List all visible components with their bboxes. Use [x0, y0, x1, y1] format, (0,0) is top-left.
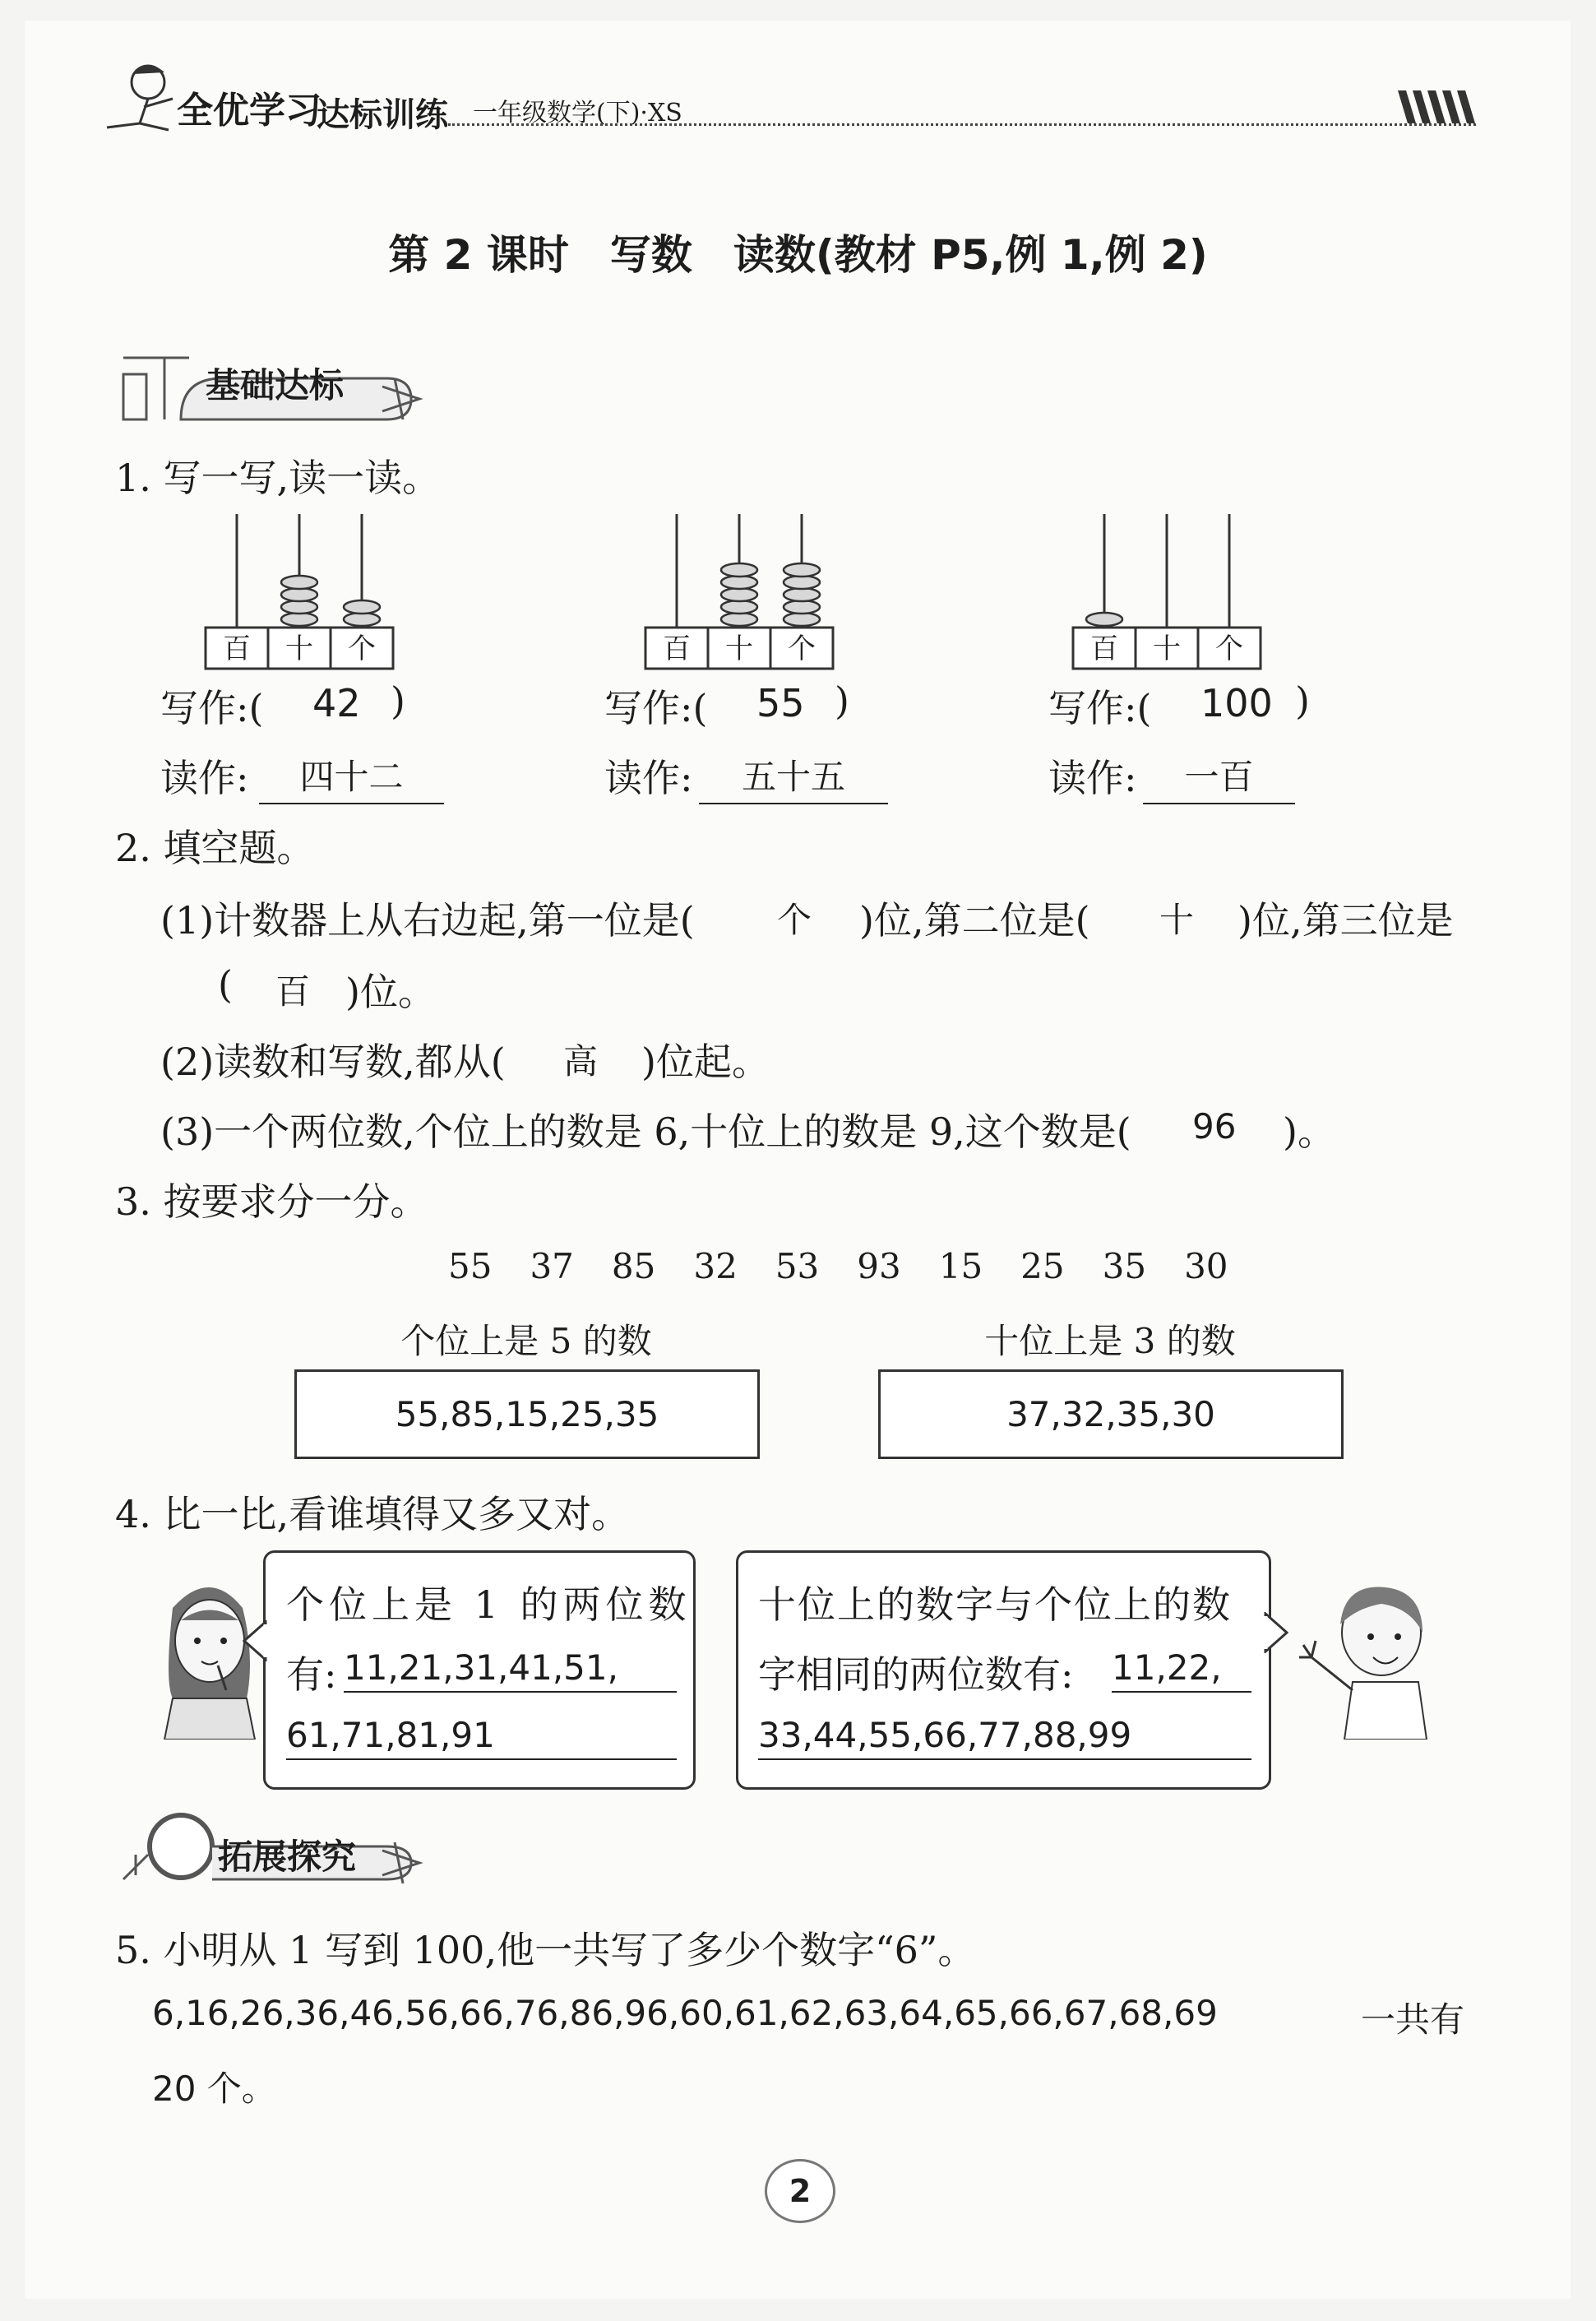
abacus-1 — [206, 514, 393, 669]
q5-prompt: 5. 小明从 1 写到 100,他一共写了多少个数字“6”。 — [115, 1928, 976, 1972]
boy-illustration-icon — [1295, 1567, 1443, 1740]
q5-answer-line2: 20 个。 — [152, 2069, 276, 2109]
q2-p3-b: )。 — [1283, 1110, 1335, 1154]
q4-right-answer-2: 33,44,55,66,77,88,99 — [758, 1715, 1251, 1760]
q1-written-2: 55 — [756, 681, 805, 725]
abacus-bead — [281, 576, 317, 589]
q2-p1-d-open: ( — [218, 962, 233, 1007]
q3-prompt: 3. 按要求分一分。 — [115, 1179, 428, 1224]
abacus-place-label: 个 — [348, 632, 376, 665]
abacus-2 — [645, 514, 833, 669]
q1-close-3: ) — [1295, 679, 1310, 723]
q3-number: 93 — [857, 1246, 901, 1286]
abacus-bead — [784, 576, 820, 589]
series-name: 达标训练 — [317, 96, 448, 134]
abacus-bead — [721, 563, 757, 577]
q1-written-1: 42 — [312, 681, 361, 725]
q4-left-has-label: 有: — [286, 1652, 337, 1697]
q1-prompt: 1. 写一写,读一读。 — [115, 456, 441, 500]
q2-p1-d-close: )位。 — [345, 970, 436, 1014]
q2-p1-ans3: 百 — [275, 971, 311, 1012]
abacus-bead — [1086, 613, 1122, 626]
header-stripes-decoration — [1398, 90, 1480, 127]
q4-left-line1: 个位上是 1 的两位数 — [286, 1582, 692, 1627]
q3-number: 37 — [530, 1246, 574, 1286]
q4-right-has-label: 字相同的两位数有: — [758, 1652, 1074, 1697]
abacus-bead — [281, 613, 317, 626]
q3-number: 85 — [611, 1246, 656, 1286]
q4-right-bubble-tail — [1264, 1612, 1288, 1653]
abacus-bead — [784, 563, 820, 577]
q1-close-2: ) — [835, 679, 849, 723]
q2-p3-a: (3)一个两位数,个位上的数是 6,十位上的数是 9,这个数是( — [160, 1110, 1131, 1154]
abacus-bead — [281, 600, 317, 614]
q2-p2-a: (2)读数和写数,都从( — [160, 1040, 506, 1084]
q1-write-label-3: 写作:( — [1048, 686, 1152, 730]
abacus-bead — [784, 588, 820, 601]
abacus-group — [197, 514, 1513, 679]
section-extend-title: 拓展探究 — [218, 1837, 357, 1877]
page-number-badge — [765, 2159, 835, 2223]
q3-number: 53 — [775, 1246, 820, 1286]
brand-logo: 全优学习 — [177, 90, 322, 132]
abacus-3 — [1073, 514, 1261, 669]
abacus-bead — [784, 600, 820, 614]
q1-read-1: 四十二 — [259, 750, 444, 804]
q2-p1-c: )位,第三位是 — [1237, 898, 1454, 943]
abacus-bead — [281, 588, 317, 601]
q2-p2-ans: 高 — [563, 1041, 599, 1082]
q1-read-2: 五十五 — [699, 750, 888, 804]
section-basic-title: 基础达标 — [206, 365, 345, 405]
abacus-place-label: 个 — [1215, 632, 1243, 665]
q3-right-box — [878, 1369, 1344, 1459]
q2-p3-ans: 96 — [1192, 1106, 1237, 1147]
q3-number: 25 — [1020, 1246, 1065, 1286]
q1-read-3: 一百 — [1143, 750, 1295, 804]
q3-number-row — [448, 1246, 1228, 1286]
q3-number: 15 — [938, 1246, 983, 1286]
abacus-place-label: 十 — [1153, 632, 1181, 665]
q2-p1-b: )位,第二位是( — [859, 898, 1090, 943]
q4-left-answer-1: 11,21,31,41,51, — [344, 1647, 677, 1693]
abacus-place-label: 个 — [788, 632, 816, 665]
q3-left-answer: 55,85,15,25,35 — [395, 1394, 659, 1434]
abacus-bead — [344, 600, 380, 614]
q5-answer-line1: 6,16,26,36,46,56,66,76,86,96,60,61,62,63,64,65,66,67,68,69 — [152, 1993, 1218, 2033]
abacus-bead — [344, 613, 380, 626]
q3-number: 35 — [1102, 1246, 1147, 1286]
q1-read-label-1: 读作: — [160, 756, 249, 800]
page-number: 2 — [789, 2173, 812, 2209]
q3-left-label: 个位上是 5 的数 — [400, 1321, 652, 1361]
boy-mascot-icon — [90, 58, 189, 140]
q1-write-label-2: 写作:( — [604, 686, 708, 730]
q4-right-line1: 十位上的数字与个位上的数 — [758, 1582, 1232, 1627]
header-divider — [448, 123, 1476, 126]
q2-p1-ans2: 十 — [1159, 900, 1195, 940]
q3-right-label: 十位上是 3 的数 — [984, 1321, 1236, 1361]
header-subtitle: 一年级数学(下)·XS — [473, 99, 682, 127]
abacus-bead — [721, 588, 757, 601]
abacus-place-label: 百 — [663, 632, 691, 665]
abacus-bead — [784, 613, 820, 626]
q1-read-label-3: 读作: — [1048, 756, 1137, 800]
abacus-place-label: 百 — [1090, 632, 1118, 665]
abacus-place-label: 百 — [223, 632, 251, 665]
q3-number: 32 — [693, 1246, 738, 1286]
q2-p1-a: (1)计数器上从右边起,第一位是( — [160, 898, 695, 943]
q4-right-answer-1: 11,22, — [1112, 1647, 1251, 1693]
q4-left-bubble-tail — [243, 1620, 267, 1661]
q1-written-3: 100 — [1200, 681, 1273, 725]
q3-number: 55 — [448, 1246, 493, 1286]
abacus-bead — [721, 600, 757, 614]
q1-close-1: ) — [391, 679, 405, 723]
q1-read-label-2: 读作: — [604, 756, 693, 800]
q1-write-label-1: 写作:( — [160, 686, 264, 730]
q2-p2-b: )位起。 — [641, 1040, 770, 1084]
q2-p1-ans1: 个 — [777, 900, 812, 940]
q3-left-box — [294, 1369, 760, 1459]
abacus-place-label: 十 — [725, 632, 753, 665]
q4-prompt: 4. 比一比,看谁填得又多又对。 — [115, 1492, 630, 1536]
q3-right-answer: 37,32,35,30 — [1006, 1394, 1215, 1434]
q5-answer-tail: 一共有 — [1361, 1999, 1465, 2040]
abacus-bead — [721, 576, 757, 589]
abacus-place-label: 十 — [285, 632, 313, 665]
q2-prompt: 2. 填空题。 — [115, 826, 315, 870]
q3-number: 30 — [1184, 1246, 1228, 1286]
q4-left-answer-2: 61,71,81,91 — [286, 1715, 677, 1760]
lesson-title: 第 2 课时 写数 读数(教材 P5,例 1,例 2) — [388, 231, 1208, 279]
abacus-bead — [721, 613, 757, 626]
